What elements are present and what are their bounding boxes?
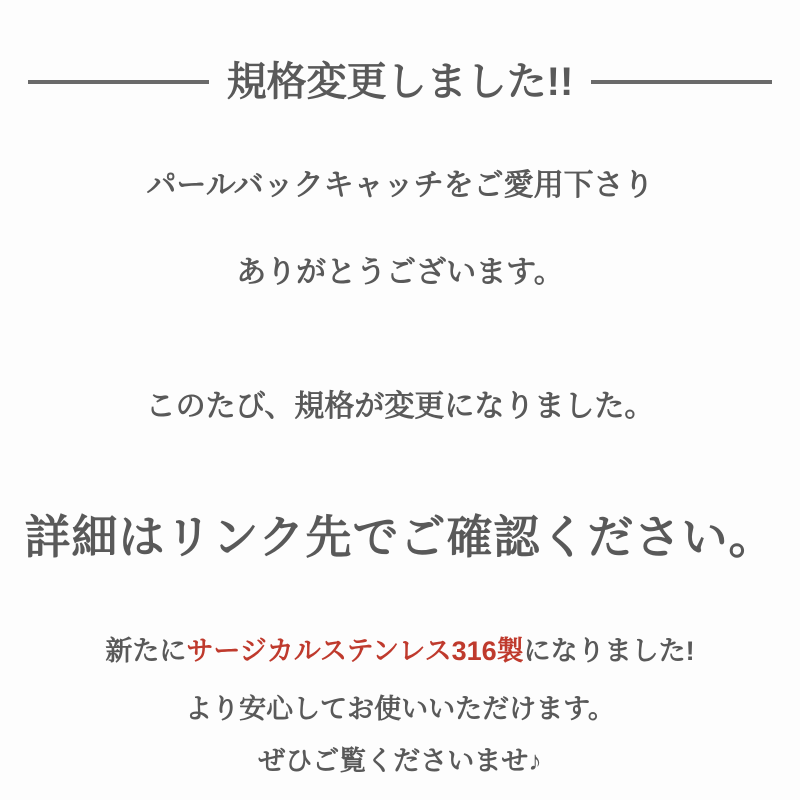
details-emphasis: サージカルステンレス316製 [186,636,524,666]
details-line-2: より安心してお使いいただけます。 [185,694,615,724]
page-title: 規格変更しました!! [226,60,574,104]
details-line-1 [0,637,800,667]
greeting-line-2: ありがとうございます。 [236,256,564,289]
highlight-line: 詳細はリンク先でご確認ください。 [24,511,776,563]
details-prefix: 新たに [105,636,187,666]
notice-line: このたび、規格が変更になりました。 [145,390,655,423]
details-line-3: ぜひご覧くださいませ♪ [258,746,542,776]
greeting-line-1: パールバックキャッチをご愛用下さり [146,169,654,202]
left-divider-line [28,80,209,84]
right-divider-line [591,80,772,84]
header-row [0,62,800,102]
details-suffix: になりました! [523,636,695,666]
